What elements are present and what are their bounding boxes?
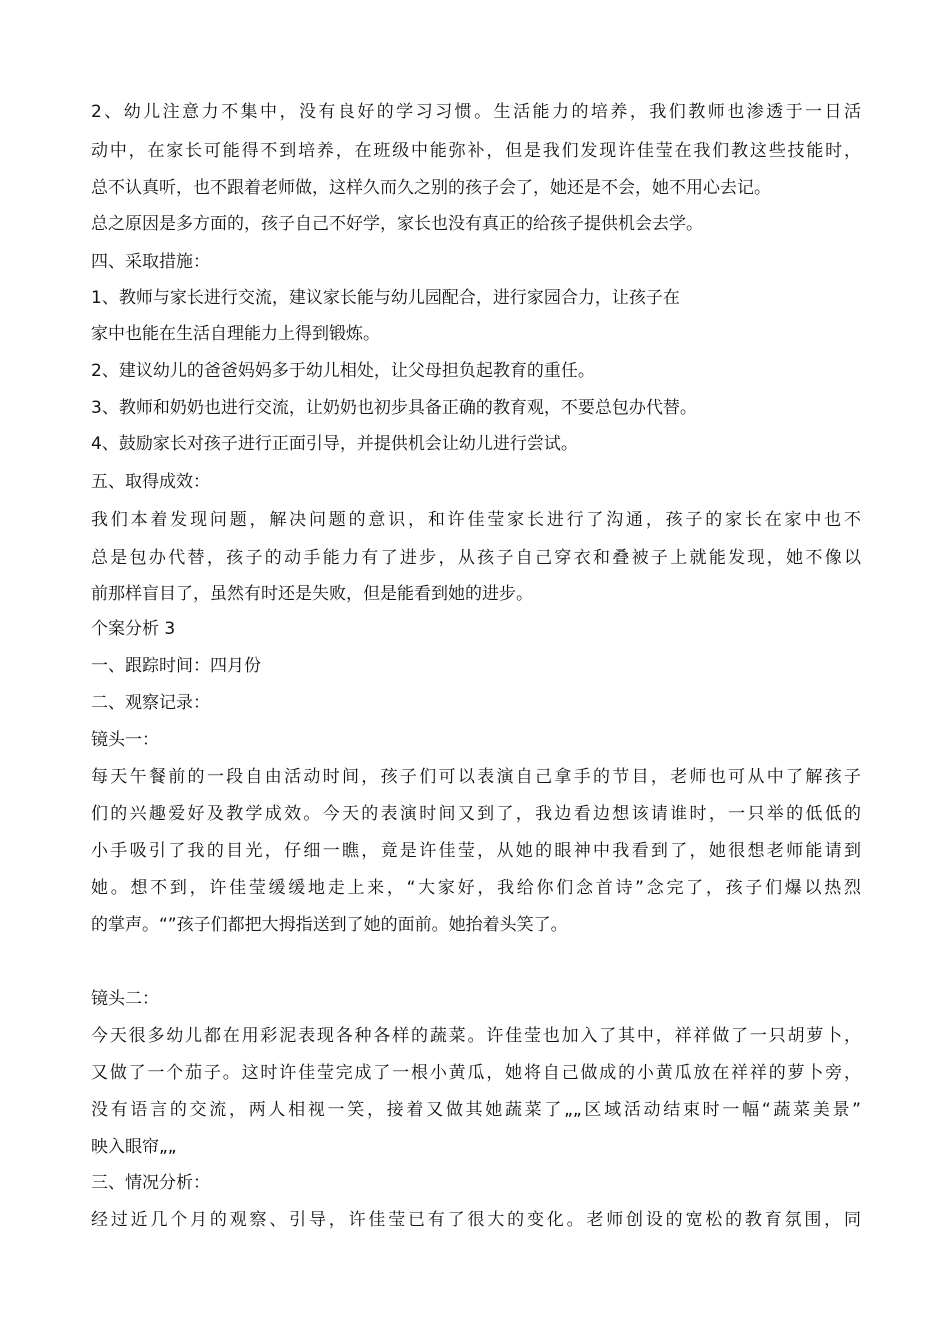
case-title: 个案分析 3	[91, 619, 176, 639]
text-line: 映入眼帘„„	[91, 1137, 177, 1157]
text-line: 2、幼儿注意力不集中，没有良好的学习习惯。生活能力的培养，我们教师也渗透于一日活	[91, 102, 861, 122]
text-line: 动中，在家长可能得不到培养，在班级中能弥补，但是我们发现许佳莹在我们教这些技能时，	[91, 141, 861, 161]
text-line: 总之原因是多方面的，孩子自己不好学，家长也没有真正的给孩子提供机会去学。	[91, 214, 703, 234]
text-line: 的掌声。“”孩子们都把大拇指送到了她的面前。她抬着头笑了。	[91, 915, 568, 935]
text-line: 又做了一个茄子。这时许佳莹完成了一根小黄瓜，她将自己做成的小黄瓜放在祥祥的萝卜旁，	[91, 1063, 861, 1083]
sub-heading: 镜头一：	[91, 730, 159, 750]
text-line: 今天很多幼儿都在用彩泥表现各种各样的蔬菜。许佳莹也加入了其中，祥祥做了一只胡萝卜，	[91, 1026, 861, 1046]
section-heading: 二、观察记录：	[91, 693, 210, 713]
text-line: 总不认真听，也不跟着老师做，这样久而久之别的孩子会了，她还是不会，她不用心去记。	[91, 178, 771, 198]
text-line: 我们本着发现问题，解决问题的意识，和许佳莹家长进行了沟通，孩子的家长在家中也不	[91, 510, 861, 530]
text-line: 4、鼓励家长对孩子进行正面引导，并提供机会让幼儿进行尝试。	[91, 434, 578, 454]
text-line: 她。想不到，许佳莹缓缓地走上来，“大家好，我给你们念首诗”念完了，孩子们爆以热烈	[91, 878, 861, 898]
text-line: 前那样盲目了，虽然有时还是失败，但是能看到她的进步。	[91, 584, 533, 604]
text-line: 总是包办代替，孩子的动手能力有了进步，从孩子自己穿衣和叠被子上就能发现，她不像以	[91, 548, 861, 568]
text-line: 2、建议幼儿的爸爸妈妈多于幼儿相处，让父母担负起教育的重任。	[91, 361, 595, 381]
text-line: 们的兴趣爱好及教学成效。今天的表演时间又到了，我边看边想该请谁时，一只举的低低的	[91, 804, 861, 824]
sub-heading: 镜头二：	[91, 989, 159, 1009]
text-line: 没有语言的交流，两人相视一笑，接着又做其她蔬菜了„„区域活动结束时一幅“蔬菜美景”	[91, 1100, 861, 1120]
text-line: 每天午餐前的一段自由活动时间，孩子们可以表演自己拿手的节目，老师也可从中了解孩子	[91, 767, 861, 787]
text-line: 3、教师和奶奶也进行交流，让奶奶也初步具备正确的教育观，不要总包办代替。	[91, 398, 697, 418]
section-heading: 三、情况分析：	[91, 1173, 210, 1193]
text-line: 1、教师与家长进行交流，建议家长能与幼儿园配合，进行家园合力，让孩子在	[91, 288, 680, 308]
text-line: 小手吸引了我的目光，仔细一瞧，竟是许佳莹，从她的眼神中我看到了，她很想老师能请到	[91, 841, 861, 861]
section-heading: 一、跟踪时间：四月份	[91, 656, 261, 676]
section-heading: 五、取得成效：	[91, 472, 210, 492]
text-line: 经过近几个月的观察、引导，许佳莹已有了很大的变化。老师创设的宽松的教育氛围，同	[91, 1210, 861, 1230]
text-line: 家中也能在生活自理能力上得到锻炼。	[91, 324, 380, 344]
section-heading: 四、采取措施：	[91, 252, 210, 272]
